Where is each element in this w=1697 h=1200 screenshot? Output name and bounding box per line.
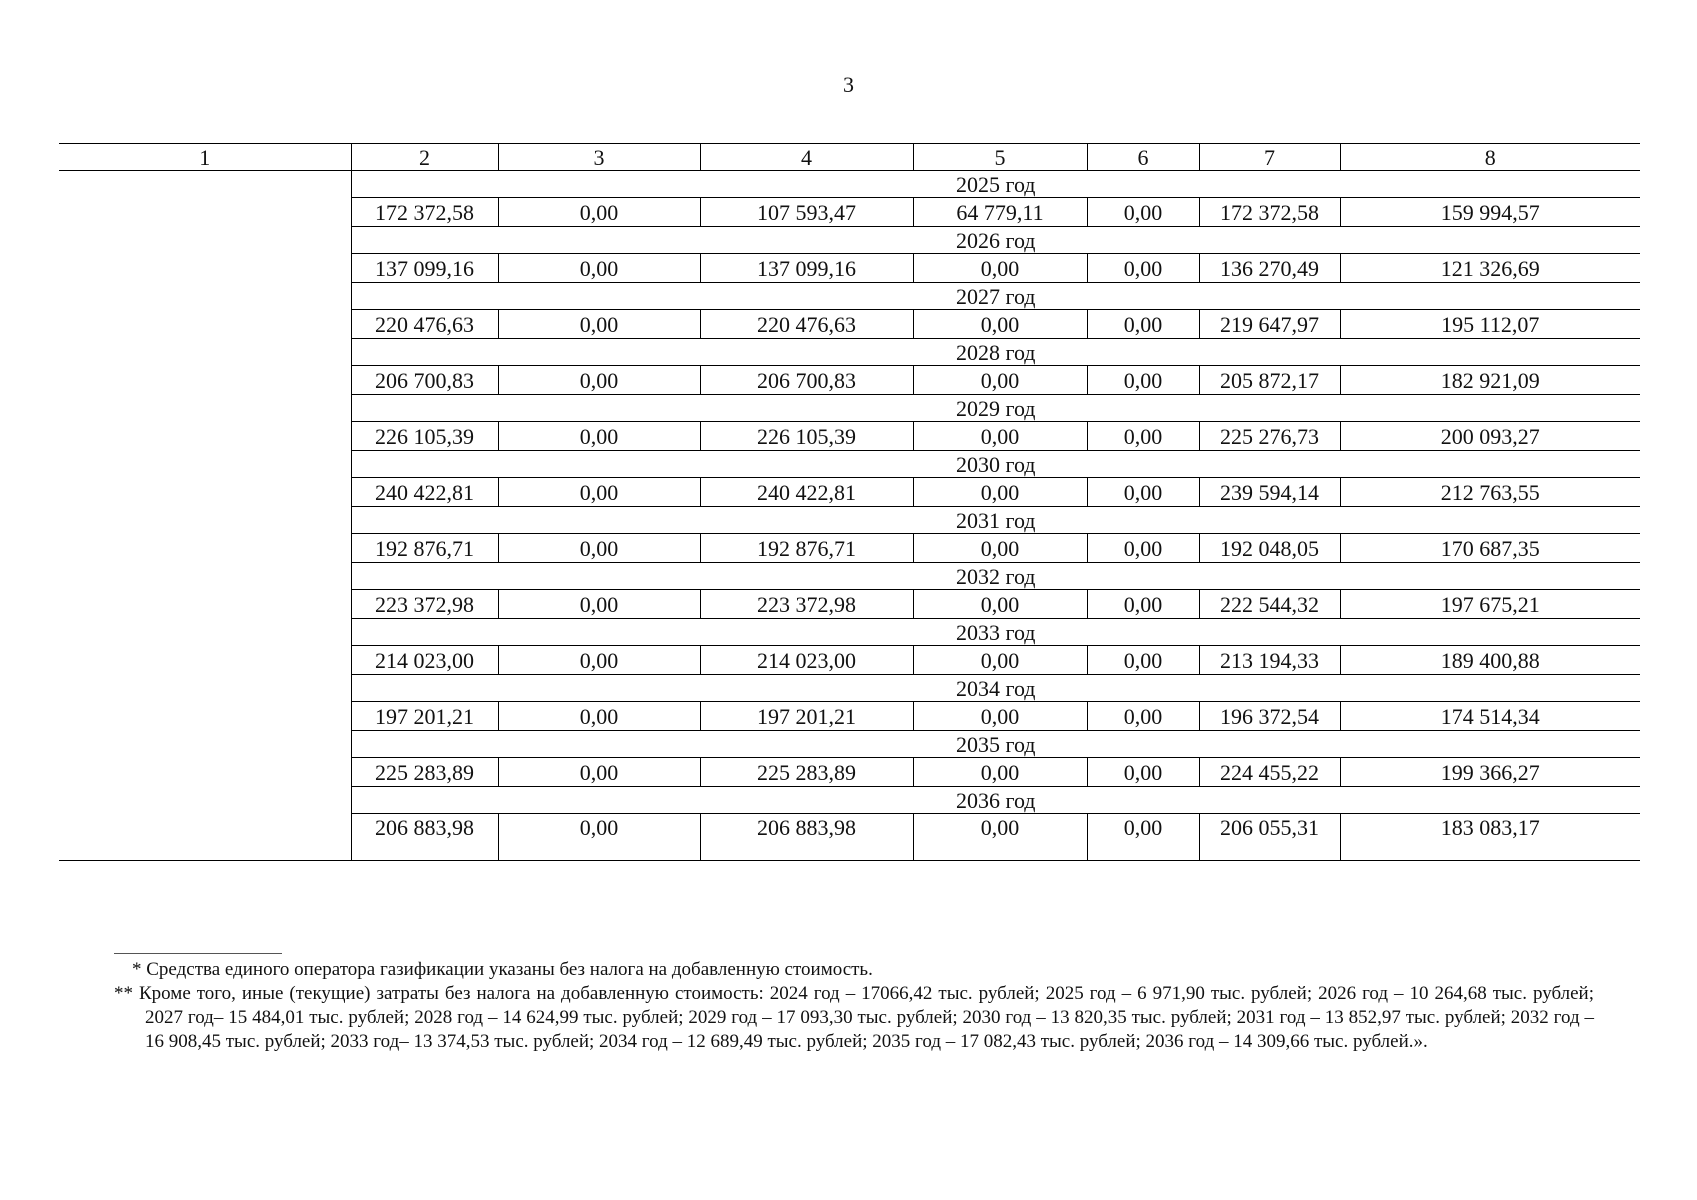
value-cell-col-3: 0,00: [498, 478, 700, 507]
year-label: 2035 год: [351, 731, 1640, 758]
value-cell-col-6: 0,00: [1087, 646, 1199, 675]
column-header-6: 6: [1087, 144, 1199, 171]
footnote-1-marker: *: [132, 959, 142, 980]
year-label: 2031 год: [351, 507, 1640, 534]
value-cell-col-6: 0,00: [1087, 702, 1199, 731]
footnote-separator: [114, 953, 282, 954]
value-cell-col-5: 0,00: [913, 422, 1087, 451]
value-cell-col-8: 199 366,27: [1340, 758, 1640, 787]
footnote-1: [114, 958, 1594, 982]
column-header-4: 4: [700, 144, 913, 171]
year-label: 2032 год: [351, 563, 1640, 590]
footnote-2-text: Кроме того, иные (текущие) затраты без налога на добавленную стоимость: 2024 год – 17066,42 тыс. рублей; 2025 год – 6 971,90 тыс. рублей; 2026 год – 10 264,68 тыс. рублей; 2027 год– 15 484,01 тыс. рублей; 2028 год – 14 624,99 тыс. рублей; 2029 год – 17 093,30 тыс. рублей; 2030 год – 13 820,35 тыс. рублей; 2031 год – 13 852,97 тыс. рублей; 2032 год – 16 908,45 тыс. рублей; 2033 год– 13 374,53 тыс. рублей; 2034 год – 12 689,49 тыс. рублей; 2035 год – 17 082,43 тыс. рублей; 2036 год – 14 309,66 тыс. рублей.».: [139, 983, 1595, 1052]
value-cell-col-8: 182 921,09: [1340, 366, 1640, 395]
value-cell-col-6: 0,00: [1087, 814, 1199, 861]
year-label: 2029 год: [351, 395, 1640, 422]
value-cell-col-2: 206 883,98: [351, 814, 498, 861]
value-cell-col-2: 137 099,16: [351, 254, 498, 283]
value-cell-col-4: 223 372,98: [700, 590, 913, 619]
year-label: 2025 год: [351, 171, 1640, 198]
value-cell-col-2: 197 201,21: [351, 702, 498, 731]
year-label: 2026 год: [351, 227, 1640, 254]
value-cell-col-5: 0,00: [913, 366, 1087, 395]
value-cell-col-4: 240 422,81: [700, 478, 913, 507]
value-cell-col-8: 212 763,55: [1340, 478, 1640, 507]
year-label: 2030 год: [351, 451, 1640, 478]
value-cell-col-6: 0,00: [1087, 198, 1199, 227]
value-cell-col-8: 183 083,17: [1340, 814, 1640, 861]
value-cell-col-5: 0,00: [913, 310, 1087, 339]
value-cell-col-2: 225 283,89: [351, 758, 498, 787]
value-cell-col-7: 225 276,73: [1199, 422, 1340, 451]
value-cell-col-5: 0,00: [913, 478, 1087, 507]
year-row: [59, 171, 1640, 198]
value-cell-col-3: 0,00: [498, 310, 700, 339]
value-cell-col-8: 121 326,69: [1340, 254, 1640, 283]
value-cell-col-8: 159 994,57: [1340, 198, 1640, 227]
value-cell-col-2: 214 023,00: [351, 646, 498, 675]
value-cell-col-3: 0,00: [498, 422, 700, 451]
year-label: 2028 год: [351, 339, 1640, 366]
value-cell-col-8: 170 687,35: [1340, 534, 1640, 563]
value-cell-col-8: 174 514,34: [1340, 702, 1640, 731]
value-cell-col-2: 192 876,71: [351, 534, 498, 563]
value-cell-col-6: 0,00: [1087, 758, 1199, 787]
value-cell-col-2: 172 372,58: [351, 198, 498, 227]
value-cell-col-2: 206 700,83: [351, 366, 498, 395]
value-cell-col-7: 239 594,14: [1199, 478, 1340, 507]
column-header-5: 5: [913, 144, 1087, 171]
header-row: [59, 144, 1640, 171]
value-cell-col-5: 0,00: [913, 758, 1087, 787]
value-cell-col-7: 206 055,31: [1199, 814, 1340, 861]
value-cell-col-6: 0,00: [1087, 366, 1199, 395]
year-label: 2027 год: [351, 283, 1640, 310]
value-cell-col-4: 206 883,98: [700, 814, 913, 861]
value-cell-col-3: 0,00: [498, 366, 700, 395]
financing-table: [59, 143, 1640, 861]
value-cell-col-7: 224 455,22: [1199, 758, 1340, 787]
column-header-3: 3: [498, 144, 700, 171]
value-cell-col-5: 0,00: [913, 646, 1087, 675]
value-cell-col-5: 0,00: [913, 590, 1087, 619]
value-cell-col-6: 0,00: [1087, 590, 1199, 619]
value-cell-col-4: 197 201,21: [700, 702, 913, 731]
value-cell-col-8: 197 675,21: [1340, 590, 1640, 619]
value-cell-col-6: 0,00: [1087, 422, 1199, 451]
column-header-8: 8: [1340, 144, 1640, 171]
value-cell-col-6: 0,00: [1087, 254, 1199, 283]
footnote-2: [114, 982, 1594, 1054]
value-cell-col-8: 189 400,88: [1340, 646, 1640, 675]
value-cell-col-2: 220 476,63: [351, 310, 498, 339]
value-cell-col-4: 107 593,47: [700, 198, 913, 227]
value-cell-col-7: 172 372,58: [1199, 198, 1340, 227]
column-header-2: 2: [351, 144, 498, 171]
column-header-7: 7: [1199, 144, 1340, 171]
value-cell-col-5: 0,00: [913, 814, 1087, 861]
value-cell-col-5: 0,00: [913, 702, 1087, 731]
value-cell-col-7: 213 194,33: [1199, 646, 1340, 675]
value-cell-col-4: 225 283,89: [700, 758, 913, 787]
column-header-1: 1: [59, 144, 351, 171]
value-cell-col-8: 200 093,27: [1340, 422, 1640, 451]
value-cell-col-3: 0,00: [498, 758, 700, 787]
value-cell-col-5: 0,00: [913, 534, 1087, 563]
value-cell-col-8: 195 112,07: [1340, 310, 1640, 339]
footnote-2-marker: **: [114, 983, 133, 1004]
value-cell-col-3: 0,00: [498, 646, 700, 675]
value-cell-col-7: 192 048,05: [1199, 534, 1340, 563]
value-cell-col-3: 0,00: [498, 534, 700, 563]
value-cell-col-2: 223 372,98: [351, 590, 498, 619]
value-cell-col-7: 222 544,32: [1199, 590, 1340, 619]
value-cell-col-5: 64 779,11: [913, 198, 1087, 227]
column-1-cell: [59, 171, 351, 861]
year-label: 2033 год: [351, 619, 1640, 646]
year-label: 2034 год: [351, 675, 1640, 702]
value-cell-col-2: 226 105,39: [351, 422, 498, 451]
footnotes: [114, 958, 1594, 1054]
value-cell-col-3: 0,00: [498, 702, 700, 731]
value-cell-col-4: 226 105,39: [700, 422, 913, 451]
value-cell-col-4: 220 476,63: [700, 310, 913, 339]
value-cell-col-4: 192 876,71: [700, 534, 913, 563]
page-number: 3: [843, 72, 854, 97]
value-cell-col-7: 219 647,97: [1199, 310, 1340, 339]
value-cell-col-6: 0,00: [1087, 310, 1199, 339]
table-body: [59, 144, 1640, 861]
value-cell-col-3: 0,00: [498, 814, 700, 861]
value-cell-col-5: 0,00: [913, 254, 1087, 283]
value-cell-col-6: 0,00: [1087, 478, 1199, 507]
value-cell-col-3: 0,00: [498, 198, 700, 227]
footnote-1-text: Средства единого оператора газификации указаны без налога на добавленную стоимость.: [146, 959, 873, 980]
value-cell-col-3: 0,00: [498, 254, 700, 283]
value-cell-col-7: 205 872,17: [1199, 366, 1340, 395]
value-cell-col-4: 214 023,00: [700, 646, 913, 675]
value-cell-col-3: 0,00: [498, 590, 700, 619]
year-label: 2036 год: [351, 787, 1640, 814]
value-cell-col-6: 0,00: [1087, 534, 1199, 563]
value-cell-col-2: 240 422,81: [351, 478, 498, 507]
value-cell-col-7: 196 372,54: [1199, 702, 1340, 731]
value-cell-col-4: 206 700,83: [700, 366, 913, 395]
value-cell-col-7: 136 270,49: [1199, 254, 1340, 283]
value-cell-col-4: 137 099,16: [700, 254, 913, 283]
